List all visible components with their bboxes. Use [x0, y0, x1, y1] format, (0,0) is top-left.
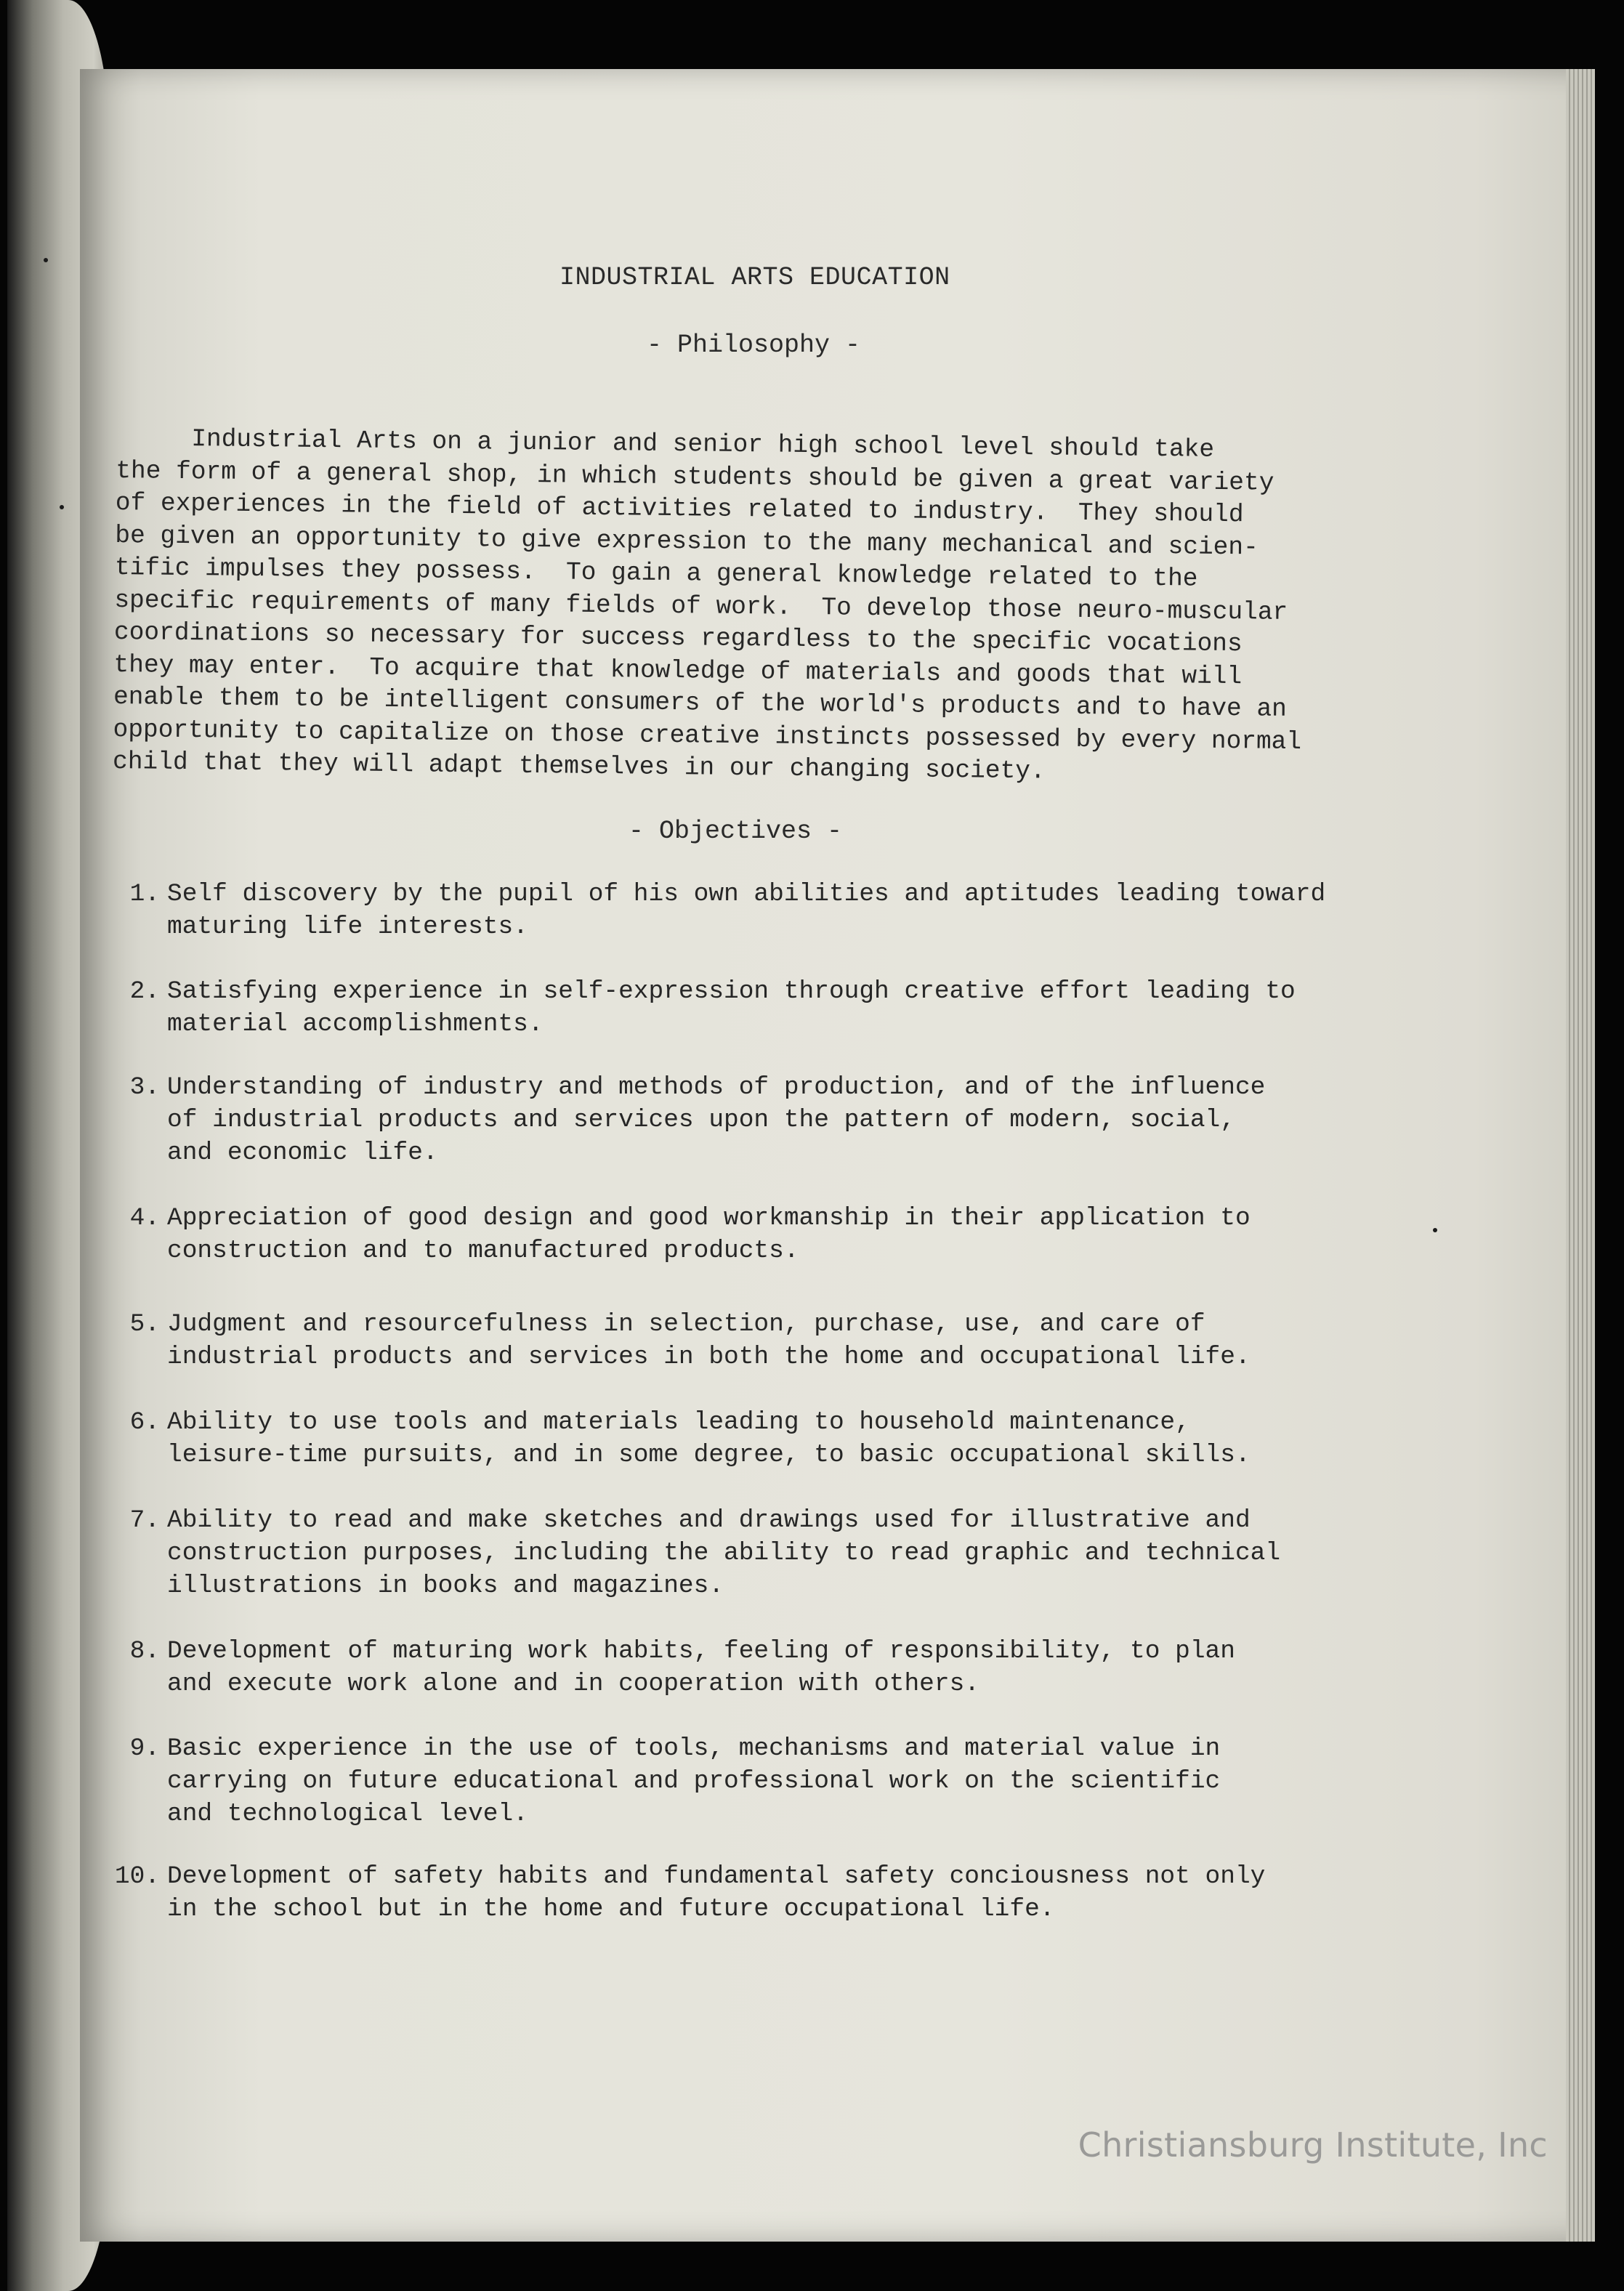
paragraph-line: specific requirements of many fields of work. To develop those neuro-muscular [114, 586, 1288, 627]
item-number: 7. [129, 1506, 160, 1535]
paragraph-line: tific impulses they possess. To gain a general knowledge related to the [114, 553, 1198, 594]
paragraph-line: be given an opportunity to give expression to the many mechanical and scien- [115, 521, 1259, 562]
dust-speck [1433, 1228, 1437, 1232]
dust-speck [44, 258, 48, 262]
item-number: 5. [129, 1310, 160, 1338]
paragraph-line: coordinations so necessary for success regardless to the specific vocations [113, 618, 1243, 659]
item-text: Basic experience in the use of tools, mechanisms and material value in carrying on future educational and professional work on the scientific and technological level. [167, 1734, 1221, 1828]
paragraph-line: they may enter. To acquire that knowledge of materials and goods that will [113, 650, 1243, 691]
item-text: Understanding of industry and methods of production, and of the influence of industrial products and services upon the pattern of modern, social, and economic life. [167, 1073, 1266, 1167]
item-text: Ability to read and make sketches and drawings used for illustrative and construction purposes, including the ability to read graphic and technical illustrations in books and magazines. [167, 1506, 1281, 1600]
paragraph-line: Industrial Arts on a junior and senior high school level should take [116, 424, 1215, 464]
item-number: 6. [129, 1408, 160, 1437]
paragraph-line: the form of a general shop, in which students should be given a great variety [116, 456, 1274, 498]
item-text: Appreciation of good design and good workmanship in their application to construction and to manufactured products. [167, 1204, 1251, 1265]
watermark: Christiansburg Institute, Inc [1078, 2125, 1548, 2165]
item-number: 4. [129, 1204, 160, 1232]
item-number: 9. [129, 1734, 160, 1763]
item-text: Self discovery by the pupil of his own abilities and aptitudes leading toward maturing life interests. [167, 880, 1326, 941]
item-number: 2. [129, 977, 160, 1006]
item-text: Development of safety habits and fundamental safety conciousness not only in the school but in the home and future occupational life. [167, 1862, 1266, 1923]
objectives-heading: - Objectives - [629, 817, 843, 846]
paragraph-line: enable them to be intelligent consumers of the world's products and to have an [113, 682, 1288, 724]
philosophy-paragraph [113, 423, 1410, 792]
item-text: Judgment and resourcefulness in selection, purchase, use, and care of industrial products and services in both the home and occupational life. [167, 1310, 1251, 1371]
item-number: 10. [114, 1862, 160, 1891]
paragraph-line: opportunity to capitalize on those creative instincts possessed by every normal [113, 715, 1302, 756]
philosophy-heading: - Philosophy - [647, 331, 861, 360]
item-text: Development of maturing work habits, feeling of responsibility, to plan and execute work alone and in cooperation with others. [167, 1637, 1235, 1698]
paragraph-line: of experiences in the field of activities related to industry. They should [115, 488, 1244, 530]
dust-speck [60, 505, 64, 509]
item-text: Satisfying experience in self-expression through creative effort leading to material accomplishments. [167, 977, 1296, 1038]
item-number: 8. [129, 1637, 160, 1665]
page-stack-edge [1566, 69, 1595, 2242]
paragraph-line: child that they will adapt themselves in our changing society. [112, 747, 1046, 786]
item-number: 1. [129, 880, 160, 908]
item-text: Ability to use tools and materials leading to household maintenance, leisure-time pursuits, and in some degree, to basic occupational skills. [167, 1408, 1251, 1469]
page-title: INDUSTRIAL ARTS EDUCATION [559, 263, 950, 292]
item-number: 3. [129, 1073, 160, 1102]
